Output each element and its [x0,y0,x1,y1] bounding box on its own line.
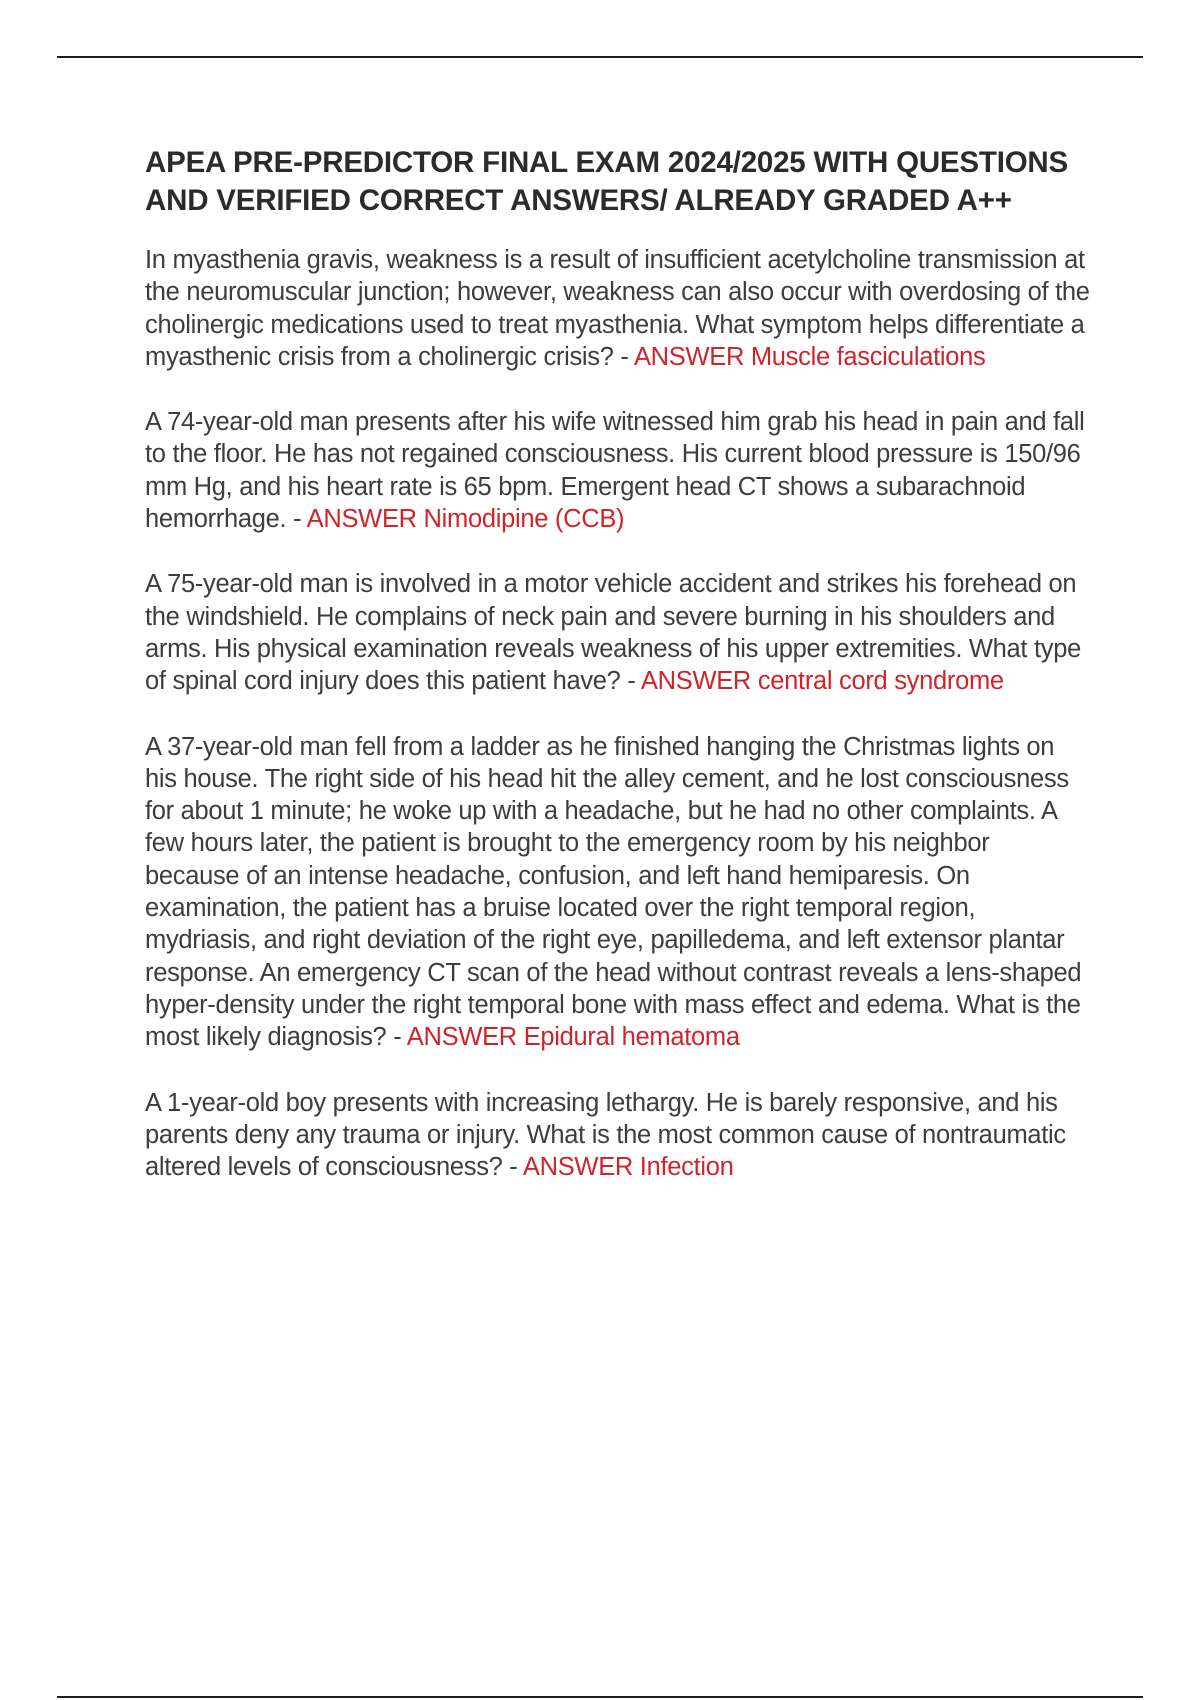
document-title: APEA PRE-PREDICTOR FINAL EXAM 2024/2025 WITH QUESTIONS AND VERIFIED CORRECT ANSWERS/ ALREADY GRADED A++ [145,146,1069,217]
question-text: A 75-year-old man is involved in a motor vehicle accident and strikes his forehead on the windshield. He complains of neck pain and severe burning in his shoulders and arms. His physical examination reveals weakness of his upper extremities. What type of spinal cord injury does this patient have? - [145,570,1081,696]
question-text: A 1-year-old boy presents with increasing lethargy. He is barely responsive, and his parents deny any trauma or injury. What is the most common cause of nontraumatic altered levels of consciousness? - [145,1088,1066,1182]
answer-text: ANSWER Nimodipine (CCB) [306,505,625,534]
answer-text: ANSWER central cord syndrome [640,667,1004,696]
qa-item [145,244,1090,373]
qa-item [145,406,1090,535]
footer-rule [57,1696,1143,1698]
document-body [145,144,1090,1216]
qa-item [145,1087,1090,1184]
question-text: A 74-year-old man presents after his wife witnessed him grab his head in pain and fall to the floor. He has not regained consciousness. His current blood pressure is 150/96 mm Hg, and his heart rate is 65 bpm. Emergent head CT shows a subarachnoid hemorrhage. - [145,408,1085,534]
qa-item [145,568,1090,697]
answer-text: ANSWER Epidural hematoma [406,1023,740,1052]
question-text: A 37-year-old man fell from a ladder as he finished hanging the Christmas lights on his house. The right side of his head hit the alley cement, and he lost consciousness for about 1 minute; he woke up with a headache, but he had no other complaints. A few hours later, the patient is brought to the emergency room by his neighbor because of an intense headache, confusion, and left hand hemiparesis. On examination, the patient has a bruise located over the right temporal region, mydriasis, and right deviation of the right eye, papilledema, and left extensor plantar response. An emergency CT scan of the head without contrast reveals a lens-shaped hyper-density under the right temporal bone with mass effect and edema. What is the most likely diagnosis? - [145,732,1082,1052]
question-text: In myasthenia gravis, weakness is a result of insufficient acetylcholine transmission at the neuromuscular junction; however, weakness can also occur with overdosing of the cholinergic medications used to treat myasthenia. What symptom helps differentiate a myasthenic crisis from a cholinergic crisis? - [145,246,1090,371]
answer-text: ANSWER Muscle fasciculations [633,342,986,371]
answer-text: ANSWER Infection [522,1153,734,1182]
header-rule [57,56,1143,58]
qa-item [145,731,1090,1054]
